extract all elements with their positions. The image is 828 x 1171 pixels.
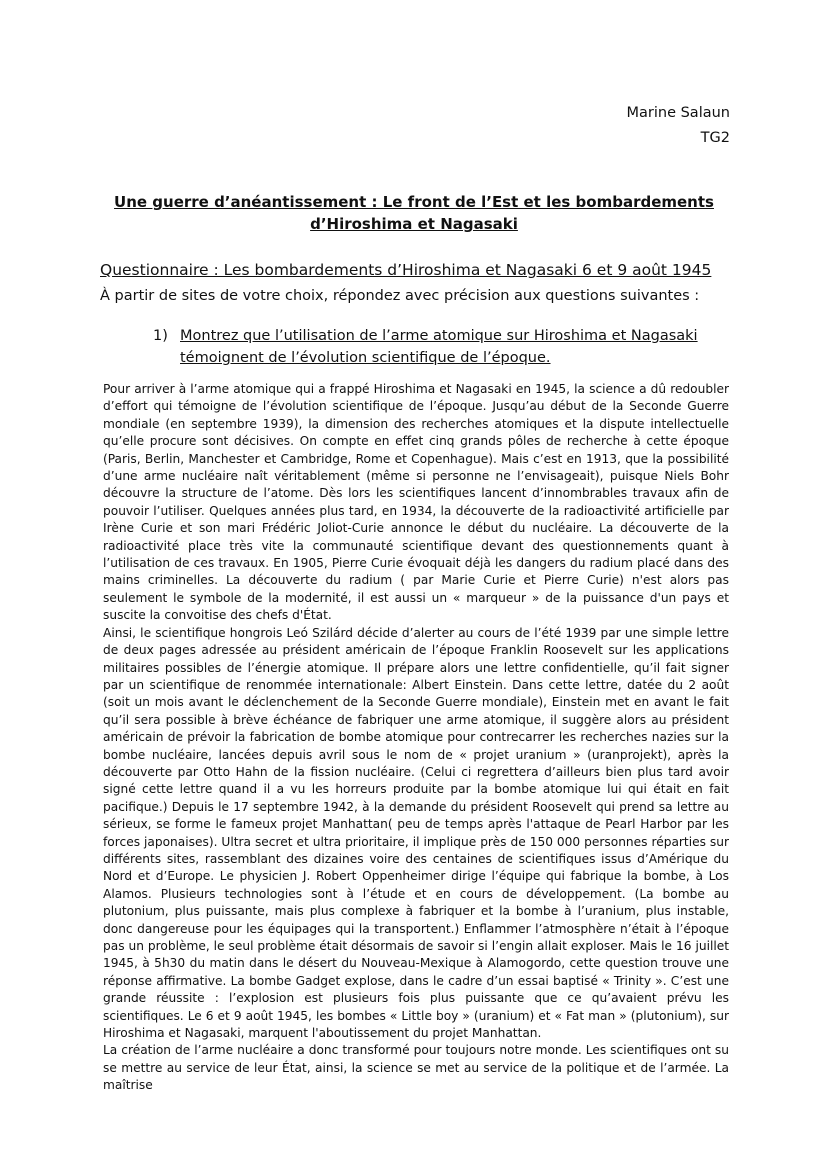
question-number: 1): [153, 328, 168, 344]
instruction-text: À partir de sites de votre choix, répondez avec précision aux questions suivantes :: [100, 288, 700, 304]
author-block: [627, 101, 731, 151]
document-title: Une guerre d’anéantissement : Le front de l’Est et les bombardements d’Hiroshima et Nagasaki: [114, 193, 714, 233]
answer-paragraph-3: La création de l’arme nucléaire a donc transformé pour toujours notre monde. Les scientifiques ont su se mettre au service de leur État, ainsi, la science se met au service de la politique et de l’armée. La maîtrise: [103, 1043, 729, 1093]
author-class: TG2: [700, 130, 730, 146]
answer-paragraph-1: Pour arriver à l’arme atomique qui a frappé Hiroshima et Nagasaki en 1945, la science a dû redoubler d’effort qui témoigne de l’évolution scientifique de l’époque. Jusqu’au début de la Seconde Guerre mondiale (en septembre 1939), la dimension des recherches atomiques et la dispute intellectuelle qu’elle procure sont décisives. On compte en effet cinq grands pôles de recherche à cette époque (Paris, Berlin, Manchester et Cambridge, Rome et Copenhague). Mais c’est en 1913, que la possibilité d’une arme nucléaire naît véritablement (même si personne ne l’envisageait), puisque Niels Bohr découvre la structure de l’atome. Dès lors les scientifiques lancent d’innombrables travaux afin de pouvoir l’utiliser. Quelques années plus tard, en 1934, la découverte de la radioactivité artificielle par Irène Curie et son mari Frédéric Joliot-Curie annonce le début du nucléaire. La découverte de la radioactivité place très vite la communauté scientifique devant des questionnements quant à l’utilisation de ces travaux. En 1905, Pierre Curie évoquait déjà les dangers du radium placé dans des mains criminelles. La découverte du radium ( par Marie Curie et Pierre Curie) n'est alors pas seulement le symbole de la modernité, il est aussi un « marqueur » de la puissance d'un pays et suscite la convoitise des chefs d'État.: [103, 382, 729, 623]
answer-body: [103, 381, 729, 1095]
answer-paragraph-2: Ainsi, le scientifique hongrois Leó Szilárd décide d’alerter au cours de l’été 1939 par une simple lettre de deux pages adressée au président américain de l’époque Franklin Roosevelt sur les applications militaires possibles de l’énergie atomique. Il prépare alors une lettre confidentielle, qu’il fait signer par un scientifique de renommée internationale: Albert Einstein. Dans cette lettre, datée du 2 août (soit un mois avant le déclenchement de la Seconde Guerre mondiale), Einstein met en avant le fait qu’il sera possible à brève échéance de fabriquer une arme atomique, il suggère alors au président américain de prévoir la fabrication de bombe atomique pour contrecarrer les recherches nazies sur la bombe nucléaire, lancées depuis avril sous le nom de « projet uranium » (uranprojekt), après la découverte par Otto Hahn de la fission nucléaire. (Celui ci regrettera d’ailleurs bien plus tard avoir signé cette lettre quand il a vu les horreurs produite par la bombe atomique lui qui était en fait pacifique.) Depuis le 17 septembre 1942, à la demande du président Roosevelt qui prend sa lettre au sérieux, se forme le fameux projet Manhattan( peu de temps après l'attaque de Pearl Harbor par les forces japonaises). Ultra secret et ultra prioritaire, il implique près de 150 000 personnes réparties sur différents sites, rassemblant des dizaines voire des centaines de scientifiques issus d’Amérique du Nord et d’Europe. Le physicien J. Robert Oppenheimer dirige l’équipe qui fabrique la bombe, à Los Alamos. Plusieurs technologies sont à l’étude et en cours de développement. (La bombe au plutonium, plus puissante, mais plus complexe à fabriquer et la bombe à l’uranium, plus instable, donc dangereuse pour les équipages qui la transportent.) Enflammer l’atmosphère n’était à l’époque pas un problème, le seul problème était désormais de savoir si l’engin allait exploser. Mais le 16 juillet 1945, à 5h30 du matin dans le désert du Nouveau-Mexique à Alamogordo, cette question trouve une réponse affirmative. La bombe Gadget explose, dans le cadre d’un essai baptisé « Trinity ». C’est une grande réussite : l’explosion est plusieurs fois plus puissante que ce qu’avaient prévu les scientifiques. Le 6 et 9 août 1945, les bombes « Little boy » (uranium) et « Fat man » (plutonium), sur Hiroshima et Nagasaki, marquent l'aboutissement du projet Manhattan.: [103, 625, 729, 1041]
author-name: Marine Salaun: [626, 105, 730, 121]
questionnaire-heading: Questionnaire : Les bombardements d’Hiroshima et Nagasaki 6 et 9 août 1945: [100, 261, 712, 279]
question-text: Montrez que l’utilisation de l’arme atomique sur Hiroshima et Nagasaki témoignent de l’évolution scientifique de l’époque.: [180, 328, 698, 366]
